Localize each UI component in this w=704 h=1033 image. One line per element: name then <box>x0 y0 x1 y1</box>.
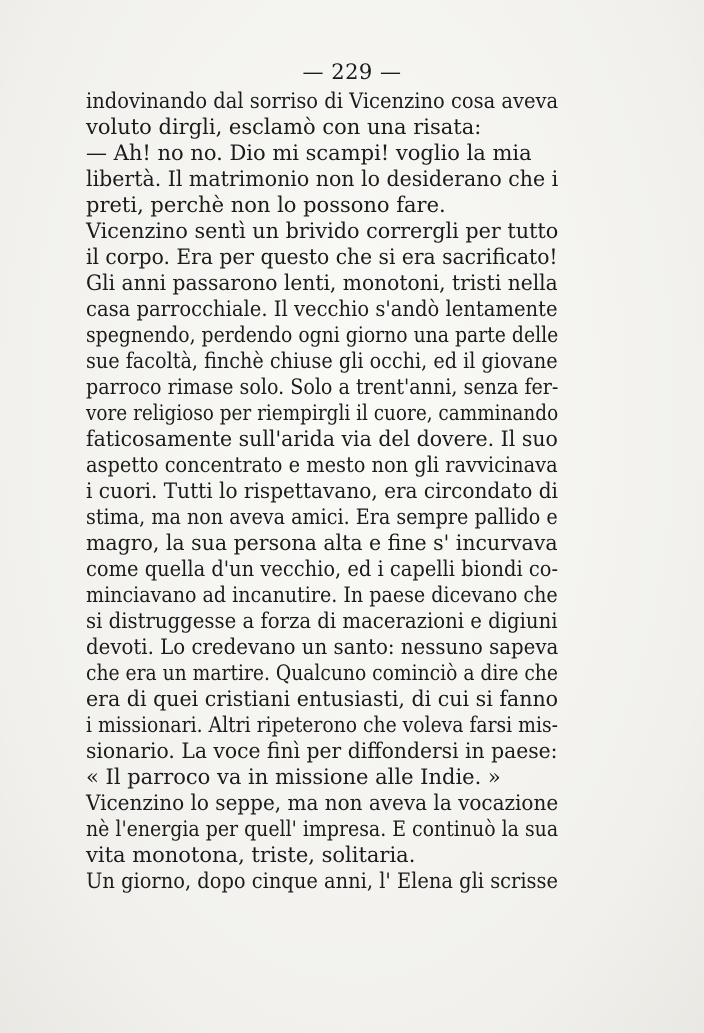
text-line: come quella d'un vecchio, ed i capelli biondi co- <box>86 557 559 581</box>
text-line: stima, ma non aveva amici. Era sempre pallido e <box>86 505 558 529</box>
text-line: casa parrocchiale. Il vecchio s'andò lentamente <box>86 297 558 321</box>
text-line: indovinando dal sorriso di Vicenzino cosa aveva <box>86 89 559 113</box>
text-line: Un giorno, dopo cinque anni, l' Elena gli scrisse <box>86 869 559 893</box>
text-line: libertà. Il matrimonio non lo desiderano che i <box>86 167 559 191</box>
text-line: Gli anni passarono lenti, monotoni, tristi nella <box>86 271 558 295</box>
text-line: Vicenzino lo seppe, ma non aveva la vocazione <box>86 791 559 815</box>
text-line: minciavano ad incanutire. In paese dicevano che <box>86 583 558 607</box>
text-line: preti, perchè non lo possono fare. <box>86 193 446 217</box>
text-line: che era un martire. Qualcuno cominciò a dire che <box>86 661 558 685</box>
text-line: i missionari. Altri ripeterono che voleva farsi mis- <box>86 713 558 737</box>
text-line: sionario. La voce finì per diffondersi in paese: <box>86 739 558 763</box>
text-line: sue facoltà, finchè chiuse gli occhi, ed il giovane <box>86 349 558 373</box>
text-line: il corpo. Era per questo che si era sacrificato! <box>86 245 558 269</box>
text-line: voluto dirgli, esclamò con una risata: <box>86 115 482 139</box>
text-line: magro, la sua persona alta e fine s' incurvava <box>86 531 558 555</box>
text-line: spegnendo, perdendo ogni giorno una parte delle <box>86 323 559 347</box>
text-line: Vicenzino sentì un brivido corrergli per tutto <box>86 219 559 243</box>
text-line: « Il parroco va in missione alle Indie. » <box>86 765 501 789</box>
text-line: si distruggesse a forza di macerazioni e digiuni <box>86 609 558 633</box>
text-line: — Ah! no no. Dio mi scampi! voglio la mia <box>86 141 532 165</box>
text-line: i cuori. Tutti lo rispettavano, era circondato di <box>86 479 558 503</box>
text-line: faticosamente sull'arida via del dovere. Il suo <box>86 427 558 451</box>
page-number: — 229 — <box>302 60 402 84</box>
text-line: devoti. Lo credevano un santo: nessuno sapeva <box>86 635 559 659</box>
text-line: era di quei cristiani entusiasti, di cui si fanno <box>86 687 559 711</box>
text-line: vore religioso per riempirgli il cuore, camminando <box>86 401 559 425</box>
text-line: vita monotona, triste, solitaria. <box>86 843 416 867</box>
text-line: parroco rimase solo. Solo a trent'anni, senza fer- <box>86 375 559 399</box>
text-line: aspetto concentrato e mesto non gli ravvicinava <box>86 453 558 477</box>
text-line: nè l'energia per quell' impresa. E continuò la sua <box>86 817 559 841</box>
